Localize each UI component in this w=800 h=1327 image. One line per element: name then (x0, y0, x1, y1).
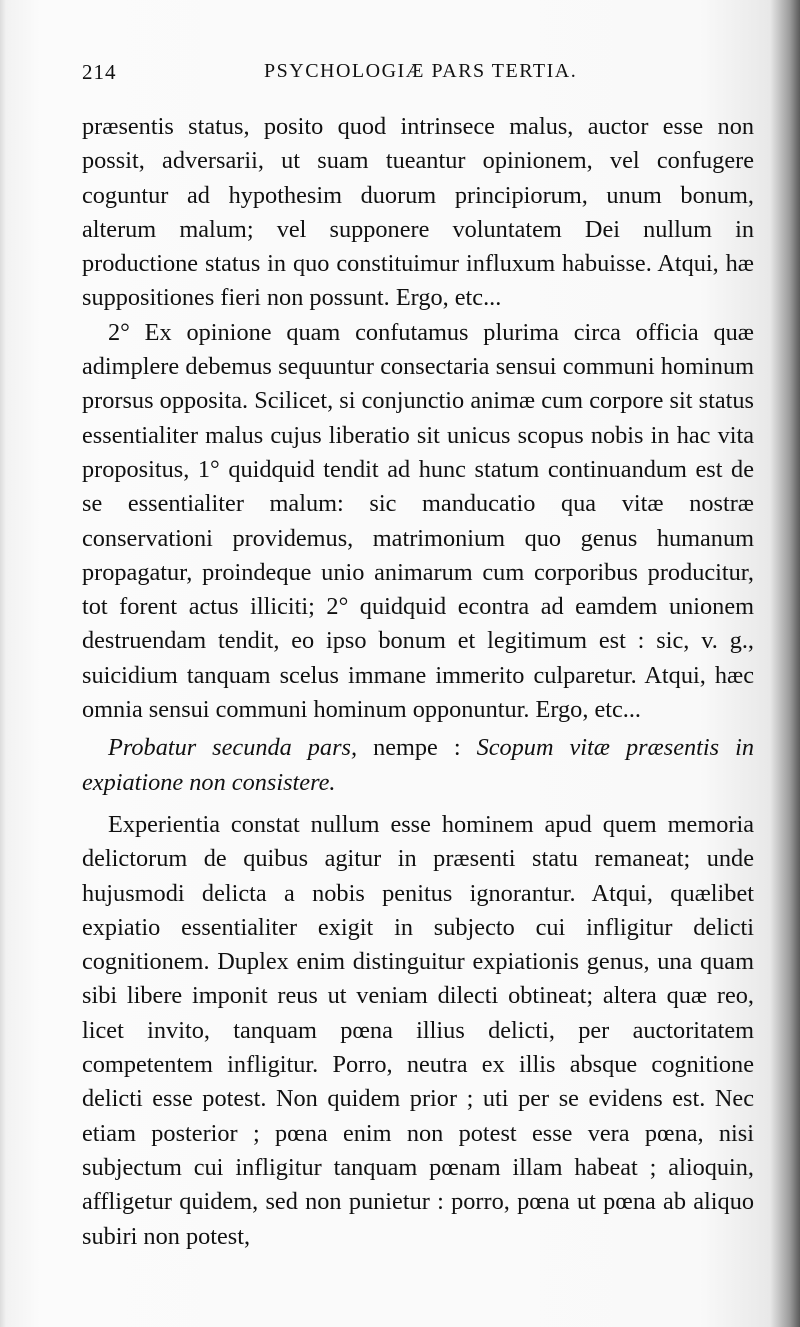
paragraph-experientia: Experientia constat nullum esse hominem apud quem memoria delictorum de quibus agitur in præsenti statu remaneat; unde hujusmodi delicta a nobis penitus ignorantur. Atqui, quælibet expiatio essentialiter exigit in subjecto cui infligitur delicti cognitionem. Duplex enim distinguitur expiationis genus, una quam sibi libere imponit reus ut veniam dilecti obtineat; altera quæ reo, licet invito, tanquam pœna illius delicti, per auctoritatem competentem infligitur. Porro, neutra ex illis absque cognitione delicti esse potest. Non quidem prior ; uti per se evidens est. Nec etiam posterior ; pœna enim non potest esse vera pœna, nisi subjectum cui infligitur tanquam pœnam illam habeat ; alioquin, affligetur quidem, sed non punietur : porro, pœna ut pœna ab aliquo subiri non potest, (82, 810, 754, 1250)
page-header (82, 60, 762, 96)
probatur-thesis: Scopum vitæ præsentis in expiatione non consistere. (82, 734, 754, 796)
running-title: PSYCHOLOGIÆ PARS TERTIA. (264, 60, 578, 82)
paragraph-second-argument: 2° Ex opinione quam confutamus plurima circa officia quæ adimplere debemus sequuntur consectaria sensui communi hominum prorsus opposita. Scilicet, si conjunctio animæ cum corpore sit status essentialiter malus cujus liberatio sit unicus scopus nobis in hac vita propositus, 1° quidquid tendit ad hunc statum continuandum est de se essentialiter malum: sic manducatio qua vitæ nostræ conservationi providemus, matrimonium quo genus humanum propagatur, proindeque unio animarum cum corporibus producitur, tot forent actus illiciti; 2° quidquid econtra ad eamdem unionem destruendam tendit, eo ipso bonum et legitimum est : sic, v. g., suicidium tanquam scelus immane immerito culparetur. Atqui, hæc omnia sensui communi hominum opponuntur. Ergo, etc... (82, 318, 754, 724)
page-number: 214 (82, 60, 117, 84)
page-body (82, 110, 754, 1254)
probatur-connector: nempe : (357, 734, 477, 762)
paragraph-probatur-heading (82, 731, 754, 800)
paragraph-continuation: præsentis status, posito quod intrinsece malus, auctor esse non possit, adversarii, ut suam tueantur opinionem, vel confugere coguntur ad hypothesim duorum principiorum, unum bonum, alterum malum; vel supponere voluntatem Dei nullum in productione status in quo constituimur influxum habuisse. Atqui, hæ suppositiones fieri non possunt. Ergo, etc... (82, 113, 754, 312)
probatur-label: Probatur secunda pars, (108, 734, 358, 762)
